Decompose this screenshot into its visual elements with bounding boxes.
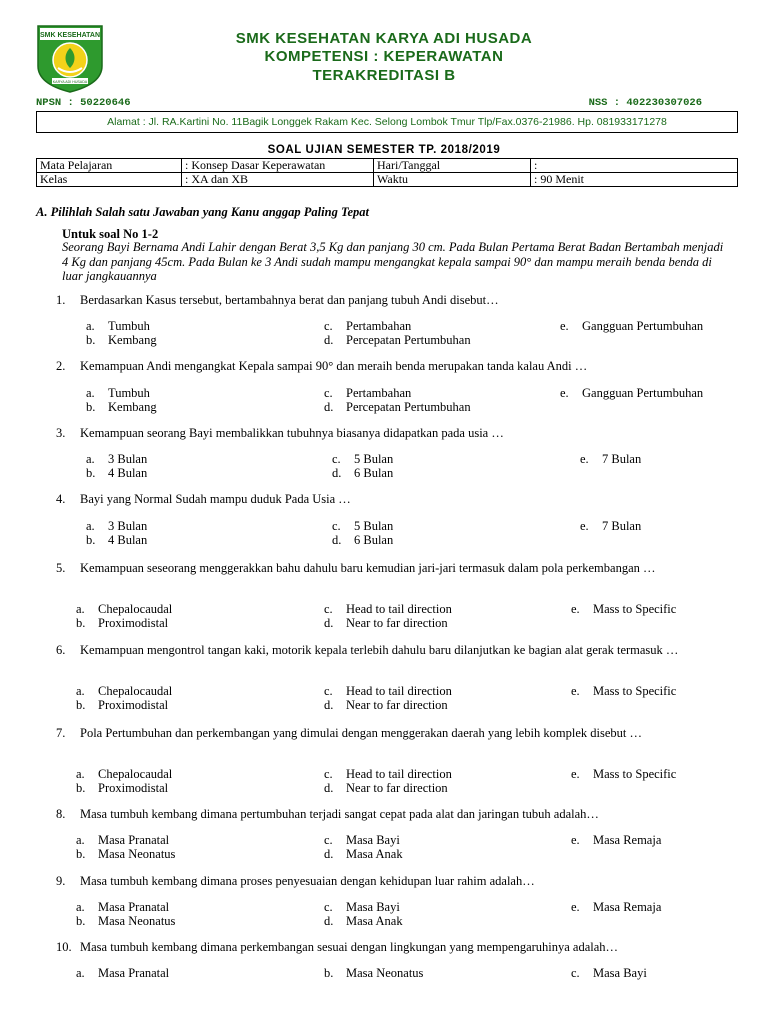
option-letter: a. xyxy=(76,833,85,847)
option-text: Near to far direction xyxy=(346,781,448,795)
table-cell: : 90 Menit xyxy=(531,173,738,187)
option-letter: e. xyxy=(571,684,580,698)
option-letter: d. xyxy=(332,533,342,547)
question-number: 1. xyxy=(56,293,66,307)
answer-option-a[interactable] xyxy=(86,319,150,333)
table-cell: Mata Pelajaran xyxy=(37,159,182,173)
option-letter: c. xyxy=(324,900,333,914)
option-text: 6 Bulan xyxy=(354,533,394,547)
option-text: Masa Remaja xyxy=(593,833,662,847)
question-text: Kemampuan Andi mengangkat Kepala sampai 90° dan meraih benda merupakan tanda kalau Andi … xyxy=(80,359,588,373)
school-name: SMK KESEHATAN KARYA ADI HUSADA xyxy=(235,30,533,47)
option-text: Masa Neonatus xyxy=(346,966,424,980)
option-letter: c. xyxy=(324,602,333,616)
competency: KOMPETENSI : KEPERAWATAN xyxy=(264,48,504,65)
table-cell: Hari/Tanggal xyxy=(374,159,531,173)
question-text: Pola Pertumbuhan dan perkembangan yang dimulai dengan menggerakan daerah yang lebih komplek disebut … xyxy=(80,726,642,740)
question-number: 9. xyxy=(56,874,66,888)
question-text: Berdasarkan Kasus tersebut, bertambahnya berat dan panjang tubuh Andi disebut… xyxy=(80,293,499,307)
answer-option-b[interactable] xyxy=(86,466,147,480)
case-text: Seorang Bayi Bernama Andi Lahir dengan Berat 3,5 Kg dan panjang 30 cm. Pada Bulan Pertama Berat Badan Bertambah menjadi 4 Kg dan panjang 45cm. Pada Bulan ke 3 Andi sudah mampu mengangkat kepala sampai 90° dan mampu meraih benda benda di luar jangkauannya xyxy=(62,240,724,283)
option-text: Head to tail direction xyxy=(346,767,452,781)
question-text: Masa tumbuh kembang dimana perkembangan sesuai dengan lingkungan yang mempengaruhinya adalah… xyxy=(80,940,619,954)
option-text: Head to tail direction xyxy=(346,684,452,698)
option-text: Masa Neonatus xyxy=(98,847,176,861)
school-address: Alamat : Jl. RA.Kartini No. 11Bagik Longgek Rakam Kec. Selong Lombok Tmur Tlp/Fax.0376-21986. Hp. 081933171278 xyxy=(36,111,738,133)
answer-option-e[interactable] xyxy=(560,319,703,333)
option-text: Proximodistal xyxy=(98,781,169,795)
exam-title: SOAL UJIAN SEMESTER TP. 2018/2019 xyxy=(267,144,501,156)
option-text: Proximodistal xyxy=(98,698,169,712)
question-text: Masa tumbuh kembang dimana pertumbuhan terjadi sangat cepat pada alat dan jaringan tubuh adalah… xyxy=(80,807,599,821)
answer-option-d[interactable] xyxy=(324,333,471,347)
option-text: Tumbuh xyxy=(108,319,150,333)
answer-option-d[interactable] xyxy=(324,914,403,928)
answer-option-c[interactable] xyxy=(324,684,452,698)
section-a-instruction: A. Pilihlah Salah satu Jawaban yang Kanu anggap Paling Tepat xyxy=(36,205,369,219)
answer-option-c[interactable] xyxy=(571,966,647,980)
option-text: Pertambahan xyxy=(346,386,412,400)
answer-option-a[interactable] xyxy=(86,519,147,533)
answer-option-a[interactable] xyxy=(76,684,172,698)
option-text: Proximodistal xyxy=(98,616,169,630)
option-text: Chepalocaudal xyxy=(98,602,173,616)
option-letter: d. xyxy=(332,466,342,480)
question-number: 6. xyxy=(56,643,66,657)
answer-option-b[interactable] xyxy=(324,966,423,980)
option-text: Pertambahan xyxy=(346,319,412,333)
option-letter: c. xyxy=(324,319,333,333)
answer-option-a[interactable] xyxy=(76,966,169,980)
answer-option-d[interactable] xyxy=(332,533,393,547)
answer-option-d[interactable] xyxy=(332,466,393,480)
answer-option-d[interactable] xyxy=(324,781,448,795)
answer-option-b[interactable] xyxy=(86,400,157,414)
option-letter: c. xyxy=(332,519,341,533)
option-text: Percepatan Pertumbuhan xyxy=(346,333,471,347)
answer-option-e[interactable] xyxy=(580,452,641,466)
option-letter: c. xyxy=(324,833,333,847)
answer-option-b[interactable] xyxy=(86,333,157,347)
answer-option-d[interactable] xyxy=(324,847,403,861)
option-letter: d. xyxy=(324,781,334,795)
option-letter: c. xyxy=(324,767,333,781)
answer-option-e[interactable] xyxy=(571,767,676,781)
answer-option-c[interactable] xyxy=(324,833,400,847)
option-text: Masa Bayi xyxy=(593,966,647,980)
question-text: Kemampuan mengontrol tangan kaki, motorik kepala terlebih dahulu baru dilanjutkan ke bagian alat gerak termasuk … xyxy=(80,643,679,657)
option-letter: a. xyxy=(86,319,95,333)
option-text: Masa Pranatal xyxy=(98,966,170,980)
option-text: Masa Bayi xyxy=(346,900,400,914)
option-letter: a. xyxy=(86,386,95,400)
answer-option-a[interactable] xyxy=(76,833,169,847)
option-letter: b. xyxy=(86,400,96,414)
option-letter: e. xyxy=(580,519,589,533)
answer-option-a[interactable] xyxy=(76,767,172,781)
option-letter: d. xyxy=(324,616,334,630)
option-letter: c. xyxy=(571,966,580,980)
logo-text: SMK KESEHATAN xyxy=(39,32,101,39)
answer-option-b[interactable] xyxy=(76,616,168,630)
answer-option-a[interactable] xyxy=(86,452,147,466)
answer-option-c[interactable] xyxy=(324,900,400,914)
question-text: Kemampuan seseorang menggerakkan bahu dahulu baru kemudian jari-jari termasuk dalam pola perkembangan … xyxy=(80,561,656,575)
question-number: 2. xyxy=(56,359,66,373)
option-letter: b. xyxy=(76,698,86,712)
option-text: 7 Bulan xyxy=(602,519,642,533)
option-letter: b. xyxy=(86,333,96,347)
answer-option-e[interactable] xyxy=(580,519,641,533)
option-text: Mass to Specific xyxy=(593,684,677,698)
option-text: Near to far direction xyxy=(346,616,448,630)
option-text: Tumbuh xyxy=(108,386,150,400)
option-text: Masa Remaja xyxy=(593,900,662,914)
option-text: Percepatan Pertumbuhan xyxy=(346,400,471,414)
option-letter: c. xyxy=(332,452,341,466)
answer-option-e[interactable] xyxy=(571,833,661,847)
option-letter: b. xyxy=(76,781,86,795)
option-letter: c. xyxy=(324,386,333,400)
option-letter: e. xyxy=(571,767,580,781)
option-text: 5 Bulan xyxy=(354,452,394,466)
answer-option-e[interactable] xyxy=(571,900,661,914)
option-text: Masa Anak xyxy=(346,847,403,861)
option-text: Gangguan Pertumbuhan xyxy=(582,386,704,400)
table-cell: : XA dan XB xyxy=(182,173,374,187)
option-letter: b. xyxy=(76,914,86,928)
option-letter: a. xyxy=(76,602,85,616)
table-cell: Waktu xyxy=(374,173,531,187)
option-text: Masa Bayi xyxy=(346,833,400,847)
answer-option-a[interactable] xyxy=(76,900,169,914)
option-text: Chepalocaudal xyxy=(98,684,173,698)
answer-option-b[interactable] xyxy=(86,533,147,547)
option-letter: d. xyxy=(324,400,334,414)
option-text: 6 Bulan xyxy=(354,466,394,480)
option-letter: e. xyxy=(571,833,580,847)
answer-option-a[interactable] xyxy=(76,602,172,616)
table-row xyxy=(37,159,738,173)
option-letter: b. xyxy=(76,847,86,861)
answer-option-b[interactable] xyxy=(76,847,175,861)
option-letter: a. xyxy=(76,900,85,914)
option-text: Gangguan Pertumbuhan xyxy=(582,319,704,333)
option-letter: c. xyxy=(324,684,333,698)
option-letter: a. xyxy=(86,519,95,533)
option-letter: d. xyxy=(324,698,334,712)
question-text: Bayi yang Normal Sudah mampu duduk Pada Usia … xyxy=(80,492,351,506)
exam-info-table xyxy=(36,158,738,187)
answer-option-d[interactable] xyxy=(324,616,448,630)
option-letter: b. xyxy=(86,533,96,547)
accreditation: TERAKREDITASI B xyxy=(312,67,456,84)
answer-option-e[interactable] xyxy=(571,684,676,698)
option-letter: b. xyxy=(76,616,86,630)
question-number: 7. xyxy=(56,726,66,740)
answer-option-d[interactable] xyxy=(324,400,471,414)
option-text: 3 Bulan xyxy=(108,452,148,466)
answer-option-c[interactable] xyxy=(324,386,411,400)
option-letter: a. xyxy=(76,966,85,980)
table-row xyxy=(37,173,738,187)
option-text: Mass to Specific xyxy=(593,602,677,616)
option-letter: b. xyxy=(324,966,334,980)
option-text: Head to tail direction xyxy=(346,602,452,616)
table-cell: : Konsep Dasar Keperawatan xyxy=(182,159,374,173)
option-letter: a. xyxy=(86,452,95,466)
question-number: 4. xyxy=(56,492,66,506)
answer-option-c[interactable] xyxy=(324,767,452,781)
option-text: Kembang xyxy=(108,400,157,414)
option-text: Kembang xyxy=(108,333,157,347)
question-text: Masa tumbuh kembang dimana proses penyesuaian dengan kehidupan luar rahim adalah… xyxy=(80,874,535,888)
option-text: 4 Bulan xyxy=(108,466,148,480)
option-letter: d. xyxy=(324,914,334,928)
answer-option-e[interactable] xyxy=(571,602,676,616)
answer-option-c[interactable] xyxy=(324,602,452,616)
answer-option-c[interactable] xyxy=(332,519,393,533)
npsn: NPSN : 50220646 xyxy=(36,97,131,109)
option-text: 5 Bulan xyxy=(354,519,394,533)
option-letter: d. xyxy=(324,333,334,347)
table-cell: : xyxy=(531,159,738,173)
option-text: 3 Bulan xyxy=(108,519,148,533)
case-heading: Untuk soal No 1-2 xyxy=(62,227,159,241)
option-text: Mass to Specific xyxy=(593,767,677,781)
answer-option-c[interactable] xyxy=(324,319,411,333)
question-text: Kemampuan seorang Bayi membalikkan tubuhnya biasanya didapatkan pada usia … xyxy=(80,426,504,440)
option-letter: b. xyxy=(86,466,96,480)
option-letter: e. xyxy=(571,900,580,914)
option-letter: e. xyxy=(560,386,569,400)
option-text: Masa Pranatal xyxy=(98,833,170,847)
option-text: Near to far direction xyxy=(346,698,448,712)
answer-option-a[interactable] xyxy=(86,386,150,400)
logo-motto: KARYA ADI HUSADA xyxy=(52,80,88,84)
answer-option-c[interactable] xyxy=(332,452,393,466)
nss: NSS : 402230307026 xyxy=(588,97,702,109)
question-number: 3. xyxy=(56,426,66,440)
question-number: 5. xyxy=(56,561,66,575)
option-text: Masa Pranatal xyxy=(98,900,170,914)
question-number: 8. xyxy=(56,807,66,821)
table-cell: Kelas xyxy=(37,173,182,187)
option-text: 7 Bulan xyxy=(602,452,642,466)
option-letter: e. xyxy=(580,452,589,466)
answer-option-b[interactable] xyxy=(76,698,168,712)
option-text: Chepalocaudal xyxy=(98,767,173,781)
option-letter: a. xyxy=(76,767,85,781)
option-letter: e. xyxy=(571,602,580,616)
answer-option-b[interactable] xyxy=(76,914,175,928)
question-number: 10. xyxy=(56,940,72,954)
answer-option-b[interactable] xyxy=(76,781,168,795)
option-letter: a. xyxy=(76,684,85,698)
option-letter: d. xyxy=(324,847,334,861)
option-text: Masa Anak xyxy=(346,914,403,928)
option-text: Masa Neonatus xyxy=(98,914,176,928)
answer-option-e[interactable] xyxy=(560,386,703,400)
answer-option-d[interactable] xyxy=(324,698,448,712)
option-text: 4 Bulan xyxy=(108,533,148,547)
option-letter: e. xyxy=(560,319,569,333)
